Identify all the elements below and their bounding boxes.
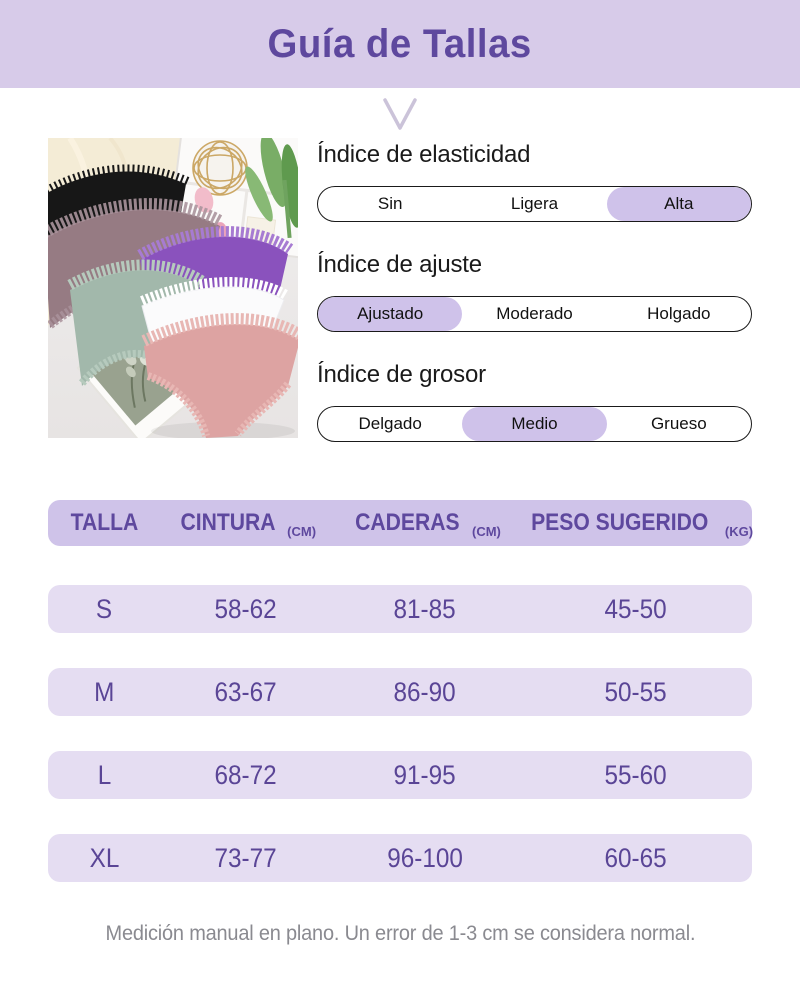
option-grueso: Grueso <box>650 414 707 433</box>
size-row-xl <box>48 834 752 882</box>
cell-cintura: 63-67 <box>214 676 277 707</box>
cell-talla: L <box>97 759 112 790</box>
index-fit <box>317 250 752 332</box>
unit-cm: (CM) <box>472 524 501 539</box>
size-row-l <box>48 751 752 799</box>
measurement-note: Medición manual en plano. Un error de 1-3 cm se considera normal. <box>105 922 695 945</box>
page-title: Guía de Tallas <box>267 21 533 66</box>
table-header-row <box>48 500 752 546</box>
index-thickness <box>317 360 752 442</box>
product-photo-illustration <box>48 138 298 438</box>
index-elasticity-label: Índice de elasticidad <box>317 141 531 168</box>
fit-options <box>317 296 752 332</box>
option-medio-selected: Medio <box>462 407 606 441</box>
option-delgado: Delgado <box>358 414 422 433</box>
cell-talla: XL <box>89 842 120 873</box>
cell-caderas: 86-90 <box>393 676 456 707</box>
header-band <box>0 0 800 88</box>
cell-caderas: 91-95 <box>393 759 456 790</box>
size-table <box>48 500 752 917</box>
option-holgado: Holgado <box>647 304 711 323</box>
cell-peso: 55-60 <box>604 759 667 790</box>
column-header-caderas: CADERAS (CM) <box>355 509 501 539</box>
index-elasticity <box>317 140 752 222</box>
cell-cintura: 58-62 <box>214 593 277 624</box>
cell-caderas: 96-100 <box>386 842 463 873</box>
unit-kg: (KG) <box>724 524 754 539</box>
cell-peso: 50-55 <box>604 676 667 707</box>
unit-cm: (CM) <box>287 524 317 539</box>
thickness-options <box>317 406 752 442</box>
cell-cintura: 73-77 <box>214 842 277 873</box>
option-ligera: Ligera <box>510 194 559 213</box>
column-header-peso: PESO SUGERIDO (KG) <box>530 509 754 539</box>
size-row-s <box>48 585 752 633</box>
option-alta-selected: Alta <box>607 187 751 221</box>
index-sections <box>317 140 752 470</box>
option-moderado: Moderado <box>496 304 573 323</box>
cell-cintura: 68-72 <box>214 759 277 790</box>
index-thickness-label: Índice de grosor <box>317 361 486 388</box>
column-header-cintura: CINTURA (CM) <box>180 509 317 539</box>
option-sin: Sin <box>377 194 403 213</box>
cell-talla: M <box>94 676 115 707</box>
cell-peso: 60-65 <box>604 842 667 873</box>
size-row-m <box>48 668 752 716</box>
chevron-down-icon <box>381 96 419 132</box>
product-photo <box>48 138 298 438</box>
index-fit-label: Índice de ajuste <box>317 251 482 278</box>
column-header-talla: TALLA <box>70 509 139 536</box>
cell-peso: 45-50 <box>604 593 667 624</box>
option-ajustado-selected: Ajustado <box>318 297 462 331</box>
cell-caderas: 81-85 <box>393 593 456 624</box>
elasticity-options <box>317 186 752 222</box>
cell-talla: S <box>96 593 113 624</box>
